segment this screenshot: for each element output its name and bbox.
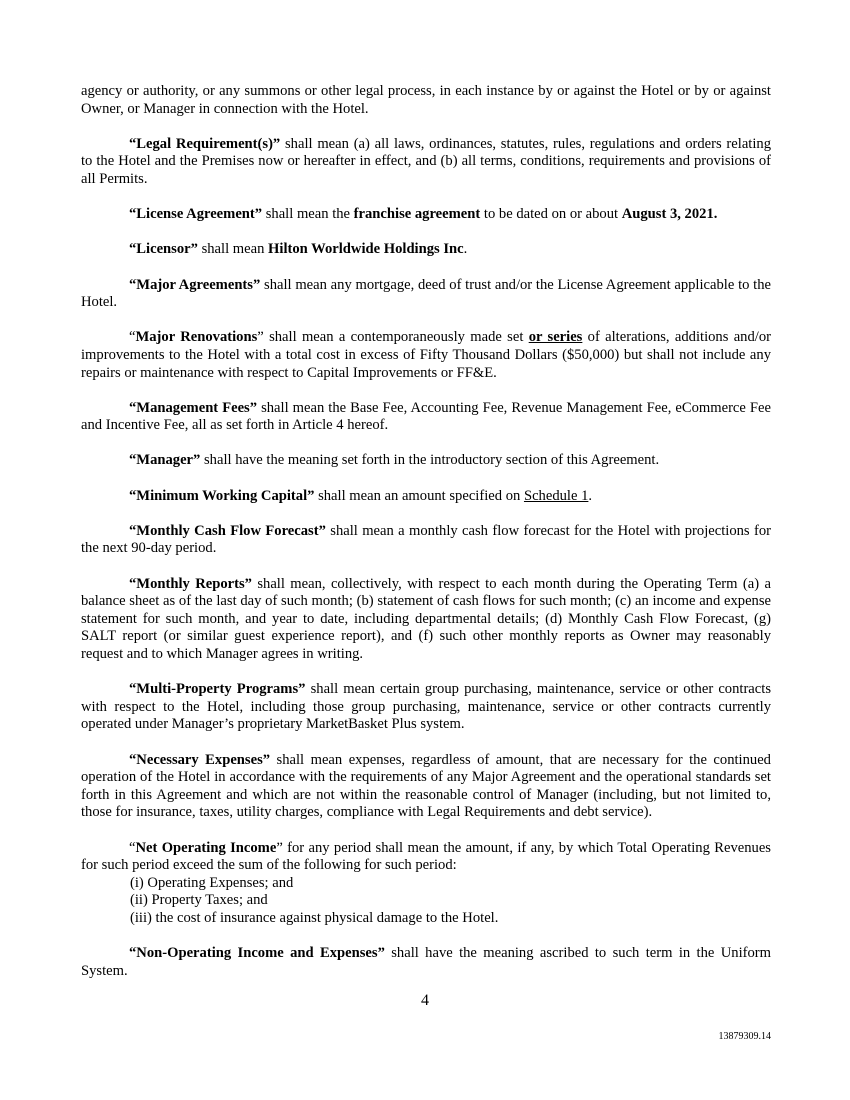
definition-monthly-cash-flow-forecast (81, 523, 771, 558)
definition-legal-requirements (81, 136, 771, 189)
definition-manager (81, 452, 771, 470)
defined-term: “Manager” (129, 452, 201, 469)
paragraph-text: shall mean certain group purchasing, maintenance, service or other contracts with respect to the Hotel, including those group purchasing, maintenance, service or other contracts currently operated under Manager’s proprietary MarketBasket Plus system. (81, 681, 771, 733)
defined-term: “Management Fees” (129, 399, 258, 416)
list-item: (i) Operating Expenses; and (130, 874, 294, 891)
document-id: 13879309.14 (718, 1031, 771, 1042)
defined-term: “Licensor” (129, 241, 198, 258)
paragraph-text: to be dated on or about (480, 206, 622, 223)
net-operating-income-list (81, 875, 771, 928)
defined-term: “Necessary Expenses” (129, 751, 271, 768)
definition-major-agreements (81, 277, 771, 312)
definition-non-operating-income-and-expenses (81, 945, 771, 980)
defined-term: “Major Agreements” (129, 276, 261, 293)
definition-management-fees (81, 400, 771, 435)
paragraph-text: August 3, 2021. (621, 206, 718, 223)
paragraph-text: Schedule 1 (523, 487, 589, 504)
defined-term: “Monthly Cash Flow Forecast” (129, 522, 326, 539)
paragraph-text: shall mean any mortgage, deed of trust and/or the License Agreement applicable to the Hotel. (81, 276, 771, 311)
page-number: 4 (421, 992, 429, 1009)
paragraph-text: “ (129, 839, 136, 856)
definition-monthly-reports (81, 576, 771, 664)
definition-license-agreement (81, 206, 771, 224)
paragraph-text: ” for any period shall mean the amount, if any, by which Total Operating Revenues for such period exceed the sum of the following for such period: (81, 839, 771, 874)
paragraph-text: shall mean (a) all laws, ordinances, statutes, rules, regulations and orders relating to the Hotel and the Premises now or hereafter in effect, and (b) all terms, conditions, requirements and provisions of all Permits. (81, 135, 772, 187)
paragraph-text: franchise agreement (353, 206, 481, 223)
definition-multi-property-programs (81, 681, 771, 734)
defined-term: “Non-Operating Income and Expenses” (129, 945, 385, 962)
paragraph-text: Hilton Worldwide Holdings Inc (268, 241, 464, 258)
definition-licensor (81, 241, 771, 259)
paragraph-text: shall have the meaning ascribed to such term in the Uniform System. (81, 945, 771, 979)
paragraph-text: of alterations, additions and/or improvements to the Hotel with a total cost in excess of Fifty Thousand Dollars ($50,000) but shall not include any repairs or maintenance with respect to Capital Improvements or FF&E. (81, 329, 771, 381)
paragraph-text: shall mean (197, 241, 269, 258)
defined-term: “Legal Requirement(s)” (129, 135, 281, 152)
paragraph-text: . (588, 487, 593, 504)
definition-major-renovations (81, 329, 771, 382)
continued-paragraph (81, 83, 771, 118)
definition-net-operating-income (81, 840, 771, 875)
document-body (81, 83, 771, 998)
list-item: (iii) the cost of insurance against physical damage to the Hotel. (130, 909, 499, 926)
paragraph-text: Major Renovations (135, 329, 258, 346)
paragraph-text: or series (528, 329, 583, 346)
paragraph-text: shall mean a monthly cash flow forecast for the Hotel with projections for the next 90-day period. (81, 522, 771, 557)
paragraph-text: Net Operating Income (135, 839, 277, 856)
defined-term: “License Agreement” (129, 206, 263, 223)
paragraph-text: shall mean an amount specified on (314, 487, 524, 504)
paragraph-text: ” shall mean a contemporaneously made set (257, 329, 529, 346)
paragraph-text: shall mean the Base Fee, Accounting Fee, Revenue Management Fee, eCommerce Fee and Incentive Fee, all as set forth in Article 4 hereof. (81, 399, 771, 434)
defined-term: “Multi-Property Programs” (129, 681, 306, 698)
paragraph-text: “ (129, 329, 136, 346)
paragraph-text: . (463, 241, 468, 258)
paragraph-text: agency or authority, or any summons or other legal process, in each instance by or against the Hotel or by or against Owner, or Manager in connection with the Hotel. (81, 83, 771, 117)
paragraph-text: shall mean the (262, 206, 354, 223)
defined-term: “Monthly Reports” (129, 575, 252, 592)
paragraph-text: shall have the meaning set forth in the introductory section of this Agreement. (200, 452, 660, 469)
definition-necessary-expenses (81, 752, 771, 822)
defined-term: “Minimum Working Capital” (129, 487, 315, 504)
paragraph-text: shall mean expenses, regardless of amount, that are necessary for the continued operation of the Hotel in accordance with the requirements of any Major Agreement and the operational standards set forth in this Agreement and which are not within the reasonable control of Manager (including, but not limited to, those for insurance, taxes, utility charges, compliance with Legal Requirements and debt service). (81, 751, 771, 821)
list-item: (ii) Property Taxes; and (130, 892, 268, 909)
paragraph-text: shall mean, collectively, with respect to each month during the Operating Term (a) a balance sheet as of the last day of such month; (b) statement of cash flows for such month; (c) an income and expense statement for such month, and year to date, including departmental details; (d) Monthly Cash Flow Forecast, (g) SALT report (or similar guest experience report), and (f) such other monthly reports as Owner may reasonably request and to which Manager agrees in writing. (81, 575, 771, 662)
definition-minimum-working-capital (81, 488, 771, 506)
